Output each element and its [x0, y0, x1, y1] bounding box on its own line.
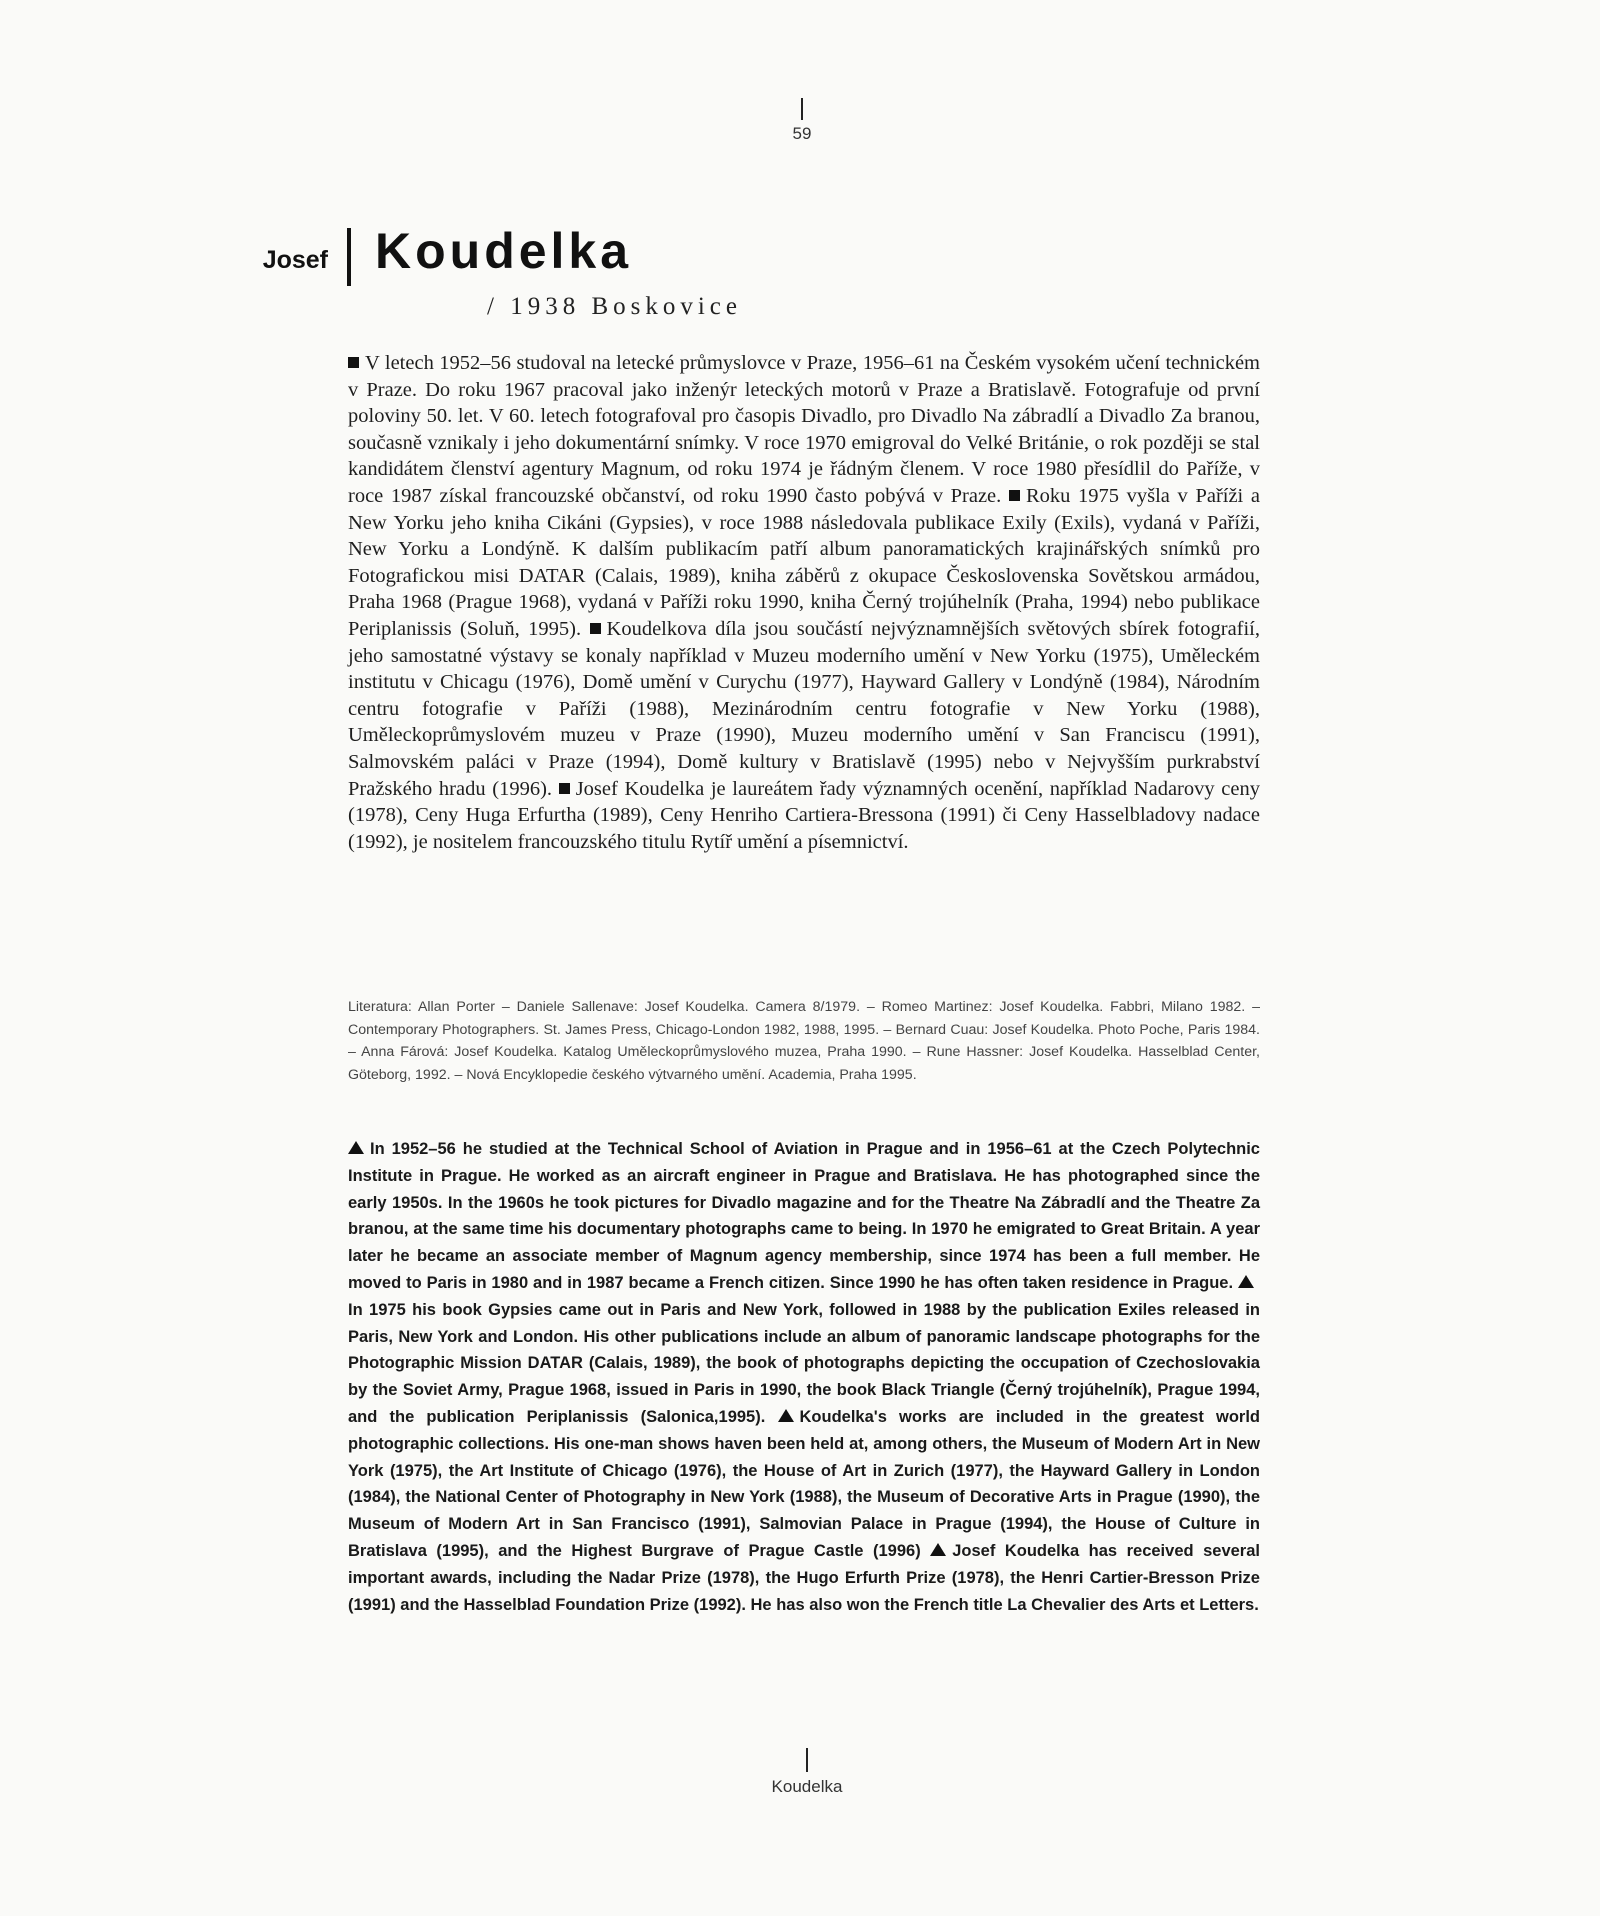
english-segment-2: In 1975 his book Gypsies came out in Paris and New York, followed in 1988 by the publication Exiles released in Paris, New York and London. His other publications include an album of panoramic landscape photographs for the Photographic Mission DATAR (Calais, 1989), the book of photographs depicting the occupation of Czechoslovakia by the Soviet Army, Prague 1968, issued in Paris in 1990, the book Black Triangle (Černý trojúhelník), Prague 1994, and the publication Periplanissis (Salonica,1995).	[348, 1300, 1260, 1426]
page-number: 59	[792, 124, 812, 143]
black-triangle-icon	[348, 1141, 364, 1154]
black-square-icon	[559, 783, 570, 794]
english-segment-3: Koudelka's works are included in the greatest world photographic collections. His one-man shows haven been held at, among others, the Museum of Modern Art in New York (1975), the Art Institute of Chicago (1976), the House of Art in Zurich (1977), the Hayward Gallery in London (1984), the National Center of Photography in New York (1988), the Museum of Decorative Arts in Prague (1990), the Museum of Modern Art in San Francisco (1991), Salmovian Palace in Prague (1994), the House of Culture in Bratislava (1995), and the Highest Burgrave of Prague Castle (1996)	[348, 1407, 1260, 1560]
black-triangle-icon	[778, 1409, 794, 1422]
page-number-rule	[801, 98, 803, 120]
black-triangle-icon	[930, 1543, 946, 1556]
birth-info: / 1938 Boskovice	[487, 293, 742, 320]
literature-references: Literatura: Allan Porter – Daniele Sallenave: Josef Koudelka. Camera 8/1979. – Romeo Martinez: Josef Koudelka. Fabbri, Milano 1982. – Contemporary Photographers. St. James Press, Chicago-London 1982, 1988, 1995. – Bernard Cuau: Josef Koudelka. Photo Poche, Paris 1984. – Anna Fárová: Josef Koudelka. Katalog Uměleckoprůmyslového muzea, Praha 1990. – Rune Hassner: Josef Koudelka. Hasselblad Center, Göteborg, 1992. – Nová Encyklopedie českého výtvarného umění. Academia, Praha 1995.	[348, 999, 1260, 1083]
last-name: Koudelka	[375, 223, 633, 279]
czech-segment-4: Josef Koudelka je laureátem řady významných ocenění, například Nadarovy ceny (1978), Ceny Huga Erfurtha (1989), Ceny Henriho Cartiera-Bressona (1991) či Ceny Hasselbladovy nadace (1992), je nositelem francouzského titulu Rytíř umění a písemnictví.	[348, 777, 1260, 853]
czech-segment-3: Koudelkova díla jsou součástí nejvýznamnějších světových sbírek fotografií, jeho samostatné výstavy se konaly například v Muzeu moderního umění v New Yorku (1975), Uměleckém institutu v Chicagu (1976), Domě umění v Curychu (1977), Hayward Gallery v Londýně (1984), Národním centru fotografie v Paříži (1988), Mezinárodním centru fotografie v New Yorku (1988), Uměleckoprůmyslovém muzeu v Praze (1990), Muzeu moderního umění v San Franciscu (1991), Salmovském paláci v Praze (1994), Domě kultury v Bratislavě (1995) nebo v Nejvyšším purkrabství Pražského hradu (1996).	[348, 617, 1261, 800]
english-segment-4: Josef Koudelka has received several important awards, including the Nadar Prize (1978), the Hugo Erfurth Prize (1978), the Henri Cartier-Bresson Prize (1991) and the Hasselblad Foundation Prize (1992). He has also won the French title La Chevalier des Arts et Letters.	[348, 1541, 1260, 1614]
black-triangle-icon	[1238, 1275, 1254, 1288]
first-name: Josef	[262, 246, 328, 274]
english-segment-1: In 1952–56 he studied at the Technical School of Aviation in Prague and in 1956–61 at the Czech Polytechnic Institute in Prague. He worked as an aircraft engineer in Prague and Bratislava. He has photographed since the early 1950s. In the 1960s he took pictures for Divadlo magazine and for the Theatre Na Zábradlí and the Theatre Za branou, at the same time his documentary photographs came to being. In 1970 he emigrated to Great Britain. A year later he became an associate member of Magnum agency membership, since 1974 has been a full member. He moved to Paris in 1980 and in 1987 became a French citizen. Since 1990 he has often taken residence in Prague.	[348, 1140, 1260, 1292]
czech-segment-1: V letech 1952–56 studoval na letecké průmyslovce v Praze, 1956–61 na Českém vysokém učení technickém v Praze. Do roku 1967 pracoval jako inženýr leteckých motorů v Praze a Bratislavě. Fotografuje od první poloviny 50. let. V 60. letech fotografoval pro časopis Divadlo, pro Divadlo Na zábradlí a Divadlo Za branou, současně vznikaly i jeho dokumentární snímky. V roce 1970 emigroval do Velké Británie, o rok později se stal kandidátem členství agentury Magnum, od roku 1974 je řádným členem. V roce 1980 přesídlil do Paříže, v roce 1987 získal francouzské občanství, od roku 1990 často pobývá v Praze.	[348, 352, 1260, 507]
black-square-icon	[1009, 490, 1020, 501]
name-divider	[347, 228, 351, 286]
black-square-icon	[348, 357, 359, 368]
czech-segment-2: Roku 1975 vyšla v Paříži a New Yorku jeho kniha Cikáni (Gypsies), v roce 1988 následovala publikace Exily (Exils), vydaná v Paříži, New Yorku a Londýně. K dalším publikacím patří album panoramatických krajinářských snímků pro Fotografickou misi DATAR (Calais, 1989), kniha záběrů z okupace Československa Sovětskou armádou, Praha 1968 (Prague 1968), vydaná v Paříži roku 1990, kniha Černý trojúhelník (Praha, 1994) nebo publikace Periplanissis (Soluň, 1995).	[348, 484, 1260, 640]
running-footer: Koudelka	[771, 1777, 843, 1796]
black-square-icon	[590, 623, 601, 634]
footer-rule	[806, 1748, 808, 1772]
czech-biography	[348, 350, 1260, 855]
english-biography	[348, 1136, 1260, 1618]
